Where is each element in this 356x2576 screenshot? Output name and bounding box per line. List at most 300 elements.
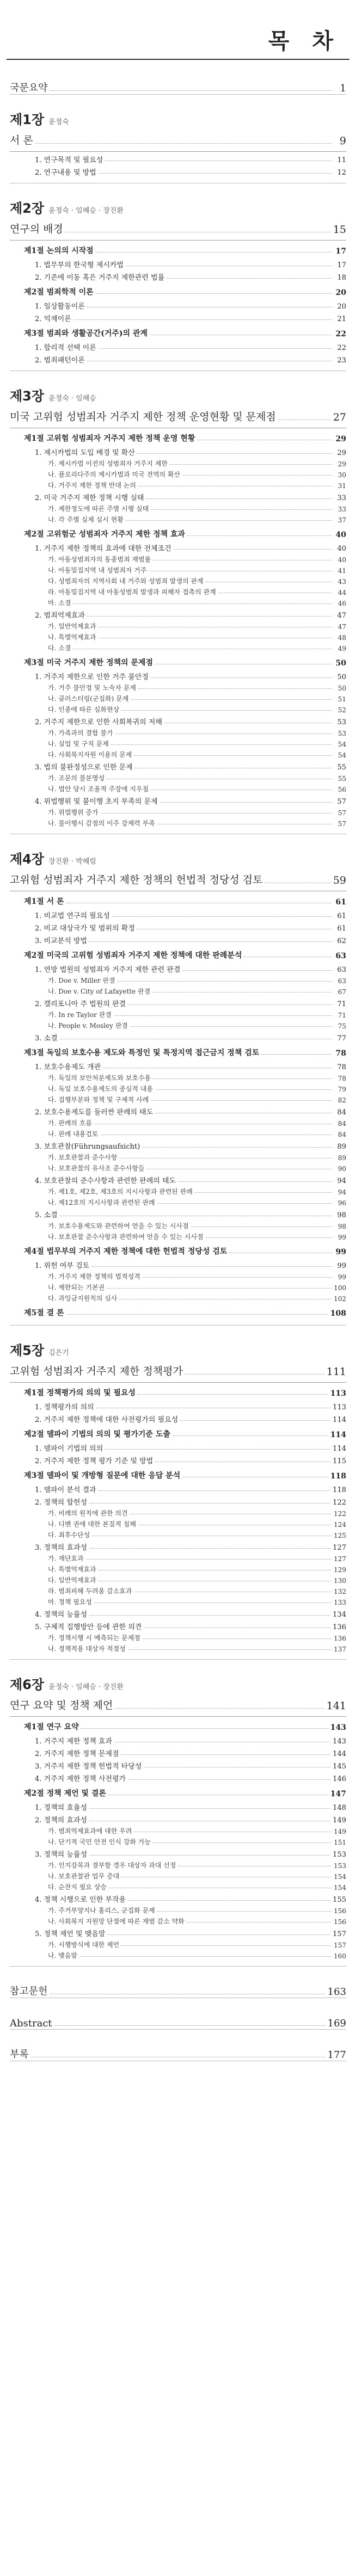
toc-subsection-page: 84 xyxy=(337,1108,346,1117)
toc-section-page: 29 xyxy=(335,435,346,443)
toc-section[interactable] xyxy=(10,323,346,340)
toc-item[interactable] xyxy=(10,1507,346,1518)
toc-subsection[interactable] xyxy=(10,1733,346,1746)
toc-item[interactable] xyxy=(10,1162,346,1173)
toc-subsection[interactable] xyxy=(10,1891,346,1904)
toc-front-entry[interactable] xyxy=(10,60,346,95)
toc-item[interactable] xyxy=(10,1196,346,1207)
toc-back-entry[interactable] xyxy=(10,1998,346,2030)
dot-leader xyxy=(89,941,332,942)
toc-subsection[interactable] xyxy=(10,1412,346,1424)
chapter-number-text: 제1장 xyxy=(10,112,45,127)
dot-leader xyxy=(167,278,332,279)
toc-item-page: 63 xyxy=(337,977,346,985)
toc-subsection-page: 61 xyxy=(337,912,346,920)
toc-item[interactable] xyxy=(10,1563,346,1574)
toc-item-label: 가. 가족과의 결합 불가 xyxy=(48,729,113,737)
toc-item-label: 다. 집행부분와 정책 및 구제적 사례 xyxy=(48,1096,149,1104)
toc-section-label: 제3절 미국 거주지 제한 정책의 문제점 xyxy=(24,658,153,667)
toc-section-label: 제1절 고위험 성범죄자 거주지 제한 정책 운영 현황 xyxy=(24,434,195,443)
chapter-title[interactable] xyxy=(10,1359,346,1383)
chapter-block xyxy=(10,192,346,371)
toc-item[interactable] xyxy=(10,1117,346,1127)
toc-item[interactable] xyxy=(10,1093,346,1104)
toc-section-page: 63 xyxy=(335,952,346,960)
toc-item[interactable] xyxy=(10,1127,346,1138)
toc-item[interactable] xyxy=(10,513,346,524)
toc-item[interactable] xyxy=(10,1825,346,1835)
toc-subsection-label: 1. 델파이 기법의 의의 xyxy=(35,1445,103,1453)
toc-subsection-page: 77 xyxy=(337,1034,346,1043)
dot-leader xyxy=(153,1842,332,1843)
toc-item-label: 나. 각 주별 실제 실시 현황 xyxy=(48,516,124,523)
chapter-number xyxy=(10,843,346,867)
toc-subsection-label: 3. 정책의 효과성 xyxy=(35,1544,88,1552)
dot-leader xyxy=(114,1015,332,1016)
toc-back-entry[interactable] xyxy=(10,2030,346,2061)
toc-section-page: 17 xyxy=(335,247,346,256)
toc-item[interactable] xyxy=(10,1082,346,1093)
toc-item-label: 나. 클러스터링(군집화) 문제 xyxy=(48,695,129,702)
toc-section[interactable] xyxy=(10,652,346,669)
dot-leader xyxy=(73,603,332,604)
toc-subsection[interactable] xyxy=(10,164,346,177)
toc-section-page: 22 xyxy=(335,330,346,338)
toc-item[interactable] xyxy=(10,1881,346,1891)
toc-subsection-page: 57 xyxy=(337,798,346,806)
chapter-title[interactable] xyxy=(10,1693,346,1717)
toc-subsection-label: 5. 소결 xyxy=(35,1211,58,1219)
toc-item[interactable] xyxy=(10,737,346,748)
toc-subsection[interactable] xyxy=(10,445,346,457)
toc-item-page: 29 xyxy=(337,460,346,468)
chapter-title[interactable] xyxy=(10,404,346,428)
chapter-author: 윤정숙 · 임혜승 xyxy=(48,395,96,403)
toc-item-label: 마. 소결 xyxy=(48,599,71,607)
toc-subsection[interactable] xyxy=(10,269,346,282)
toc-subsection-page: 29 xyxy=(337,449,346,457)
toc-item[interactable] xyxy=(10,1595,346,1606)
dot-leader xyxy=(50,90,332,91)
toc-subsection[interactable] xyxy=(10,1812,346,1825)
toc-section[interactable] xyxy=(10,282,346,298)
toc-section-label: 제1절 서 론 xyxy=(24,897,64,906)
toc-subsection-page: 78 xyxy=(337,1063,346,1071)
toc-subsection[interactable] xyxy=(10,1440,346,1453)
toc-item-label: 나. 제한되는 기본권 xyxy=(48,1284,105,1291)
toc-item[interactable] xyxy=(10,782,346,793)
toc-item-label: 가. 조문의 불분명성 xyxy=(48,774,105,782)
toc-subsection-page: 20 xyxy=(337,303,346,311)
toc-section-label: 제2절 범죄학적 이론 xyxy=(24,288,94,297)
toc-section[interactable] xyxy=(10,524,346,540)
toc-subsection-label: 1. 연구목적 및 필요성 xyxy=(35,156,103,164)
toc-section-page: 113 xyxy=(330,1389,346,1398)
dot-leader xyxy=(185,1374,324,1375)
toc-subsection-label: 1. 보호수용제도 개관 xyxy=(35,1063,101,1071)
toc-item[interactable] xyxy=(10,1631,346,1642)
toc-section-label: 제2절 정책 제언 및 결론 xyxy=(24,1789,106,1798)
toc-item[interactable] xyxy=(10,985,346,996)
toc-subsection-page: 149 xyxy=(333,1816,346,1825)
toc-item[interactable] xyxy=(10,575,346,586)
toc-item-label: 라. 범죄피해 두려움 감소효과 xyxy=(48,1587,132,1595)
toc-subsection-page: 99 xyxy=(337,1262,346,1270)
toc-section[interactable] xyxy=(10,1424,346,1440)
chapter-title-label: 고위험 성범죄자 거주지 제한 정책평가 xyxy=(10,1365,183,1377)
toc-subsection-page: 40 xyxy=(337,545,346,553)
toc-item-label: 나. 독일 보호수용제도의 중심적 내용 xyxy=(48,1085,153,1093)
chapter-number xyxy=(10,192,346,217)
chapter-author: 윤정숙 xyxy=(48,118,69,126)
toc-subsection-label: 3. 비교분석 방법 xyxy=(35,937,88,945)
toc-subsection[interactable] xyxy=(10,540,346,553)
toc-section[interactable] xyxy=(10,1383,346,1399)
toc-item[interactable] xyxy=(10,1585,346,1595)
toc-item-page: 129 xyxy=(334,1566,346,1574)
toc-item[interactable] xyxy=(10,1835,346,1846)
toc-item[interactable] xyxy=(10,1270,346,1281)
toc-subsection[interactable] xyxy=(10,920,346,933)
toc-item-page: 57 xyxy=(337,809,346,817)
toc-subsection-label: 3. 소결 xyxy=(35,1034,58,1043)
toc-item-label: 다. 거주지 제한 정책 반대 논의 xyxy=(48,482,136,489)
toc-subsection[interactable] xyxy=(10,1746,346,1758)
toc-item-label: 가. 제1호, 제2호, 제3호의 지시사항과 관련된 판례 xyxy=(48,1188,193,1195)
toc-subsection-page: 134 xyxy=(333,1611,346,1619)
chapter-block xyxy=(10,1668,346,1967)
toc-item-page: 40 xyxy=(337,556,346,564)
toc-item[interactable] xyxy=(10,817,346,828)
toc-item[interactable] xyxy=(10,1151,346,1162)
toc-item-page: 96 xyxy=(337,1199,346,1207)
toc-subsection[interactable] xyxy=(10,1619,346,1631)
toc-section-page: 118 xyxy=(330,1472,346,1481)
toc-subsection[interactable] xyxy=(10,996,346,1008)
chapter-title[interactable] xyxy=(10,217,346,241)
toc-item[interactable] xyxy=(10,681,346,692)
toc-section[interactable] xyxy=(10,1043,346,1059)
toc-subsection[interactable] xyxy=(10,962,346,974)
toc-section-page: 99 xyxy=(335,1248,346,1256)
toc-item-page: 54 xyxy=(337,751,346,759)
toc-item[interactable] xyxy=(10,1219,346,1230)
toc-item[interactable] xyxy=(10,1915,346,1926)
toc-subsection[interactable] xyxy=(10,793,346,806)
dot-leader xyxy=(128,1004,332,1005)
toc-subsection-page: 47 xyxy=(337,612,346,620)
toc-item-page: 154 xyxy=(334,1884,346,1891)
toc-subsection-page: 18 xyxy=(337,274,346,282)
toc-section-label: 제4절 법무부의 거주지 제한 정책에 대한 헌법적 정당성 검토 xyxy=(24,1247,228,1256)
toc-item[interactable] xyxy=(10,1938,346,1949)
dot-leader xyxy=(89,1808,330,1809)
toc-item[interactable] xyxy=(10,620,346,631)
chapter-number-text: 제5장 xyxy=(10,1343,45,1358)
toc-subsection[interactable] xyxy=(10,257,346,269)
toc-item[interactable] xyxy=(10,631,346,642)
dot-leader xyxy=(87,616,332,617)
toc-item-label: 나. 단기적 국민 안전 인식 강화 가능 xyxy=(48,1838,151,1846)
dot-leader xyxy=(86,1559,332,1560)
toc-subsection[interactable] xyxy=(10,759,346,772)
toc-item-label: 나. 보호관찰의 유사조 준수사항들 xyxy=(48,1164,145,1172)
toc-subsection-label: 1. 합리적 선택 이론 xyxy=(35,344,96,352)
toc-subsection-label: 1. 델파이 분석 결과 xyxy=(35,1486,96,1494)
toc-item-label: 가. 판례의 흐름 xyxy=(48,1119,92,1127)
toc-item-page: 127 xyxy=(334,1555,346,1563)
toc-item-page: 43 xyxy=(337,578,346,586)
chapter-number xyxy=(10,380,346,404)
toc-item[interactable] xyxy=(10,1230,346,1241)
toc-subsection-label: 1. 위헌 여부 검토 xyxy=(35,1262,90,1270)
dot-leader xyxy=(128,1779,330,1780)
toc-item-page: 49 xyxy=(337,645,346,652)
toc-item[interactable] xyxy=(10,1870,346,1881)
dot-leader xyxy=(121,1945,332,1946)
chapter-author: 김은기 xyxy=(48,1349,69,1357)
chapter-title-page: 9 xyxy=(339,135,346,147)
dot-leader xyxy=(178,1181,332,1182)
toc-subsection-label: 2. 정책의 합헌성 xyxy=(35,1499,88,1507)
toc-item-page: 153 xyxy=(334,1862,346,1870)
toc-item[interactable] xyxy=(10,1574,346,1585)
dot-leader xyxy=(173,1435,328,1436)
toc-item-label: 나. 사회복지 지원망 단절에 따른 재범 감소 약화 xyxy=(48,1918,185,1925)
dot-leader xyxy=(157,1911,332,1912)
chapter-title[interactable] xyxy=(10,128,346,152)
toc-subsection-page: 89 xyxy=(337,1143,346,1151)
toc-subsection-label: 4. 정책 시행으로 인한 부작용 xyxy=(35,1896,126,1904)
toc-header xyxy=(7,0,349,60)
toc-subsection-label: 3. 정책의 능률성 xyxy=(35,1851,88,1859)
toc-subsection[interactable] xyxy=(10,1482,346,1494)
toc-subsection[interactable] xyxy=(10,298,346,311)
toc-item-page: 136 xyxy=(334,1635,346,1642)
toc-subsection[interactable] xyxy=(10,1926,346,1938)
toc-subsection-label: 1. 일상활동이론 xyxy=(35,303,85,311)
toc-item[interactable] xyxy=(10,1185,346,1196)
toc-item[interactable] xyxy=(10,586,346,596)
dot-leader xyxy=(101,813,332,814)
toc-item-label: 가. 정책시행 시 예측되는 문제점 xyxy=(48,1634,140,1642)
toc-item-label: 나. 보호관찰 준수사항과 관련하여 얻을 수 있는 시사점 xyxy=(48,1233,204,1241)
toc-item-label: 나. 특별억제효과 xyxy=(48,633,96,641)
toc-subsection[interactable] xyxy=(10,1059,346,1071)
toc-item-label: 나. 정책적용 대상자 적절성 xyxy=(48,1645,126,1653)
toc-subsection[interactable] xyxy=(10,908,346,920)
toc-subsection[interactable] xyxy=(10,490,346,502)
toc-item[interactable] xyxy=(10,564,346,575)
toc-subsection[interactable] xyxy=(10,1453,346,1465)
toc-subsection[interactable] xyxy=(10,340,346,352)
chapter-number-text: 제4장 xyxy=(10,852,45,867)
toc-item[interactable] xyxy=(10,703,346,714)
toc-subsection-label: 2. 거주지 제한으로 인한 사회복귀의 저해 xyxy=(35,718,162,726)
toc-subsection[interactable] xyxy=(10,352,346,365)
toc-back-entry-page: 169 xyxy=(327,2018,346,2029)
toc-subsection-label: 1. 거주지 제한으로 인한 거주 불안정 xyxy=(35,673,149,681)
toc-subsection-label: 3. 거주지 제한 정책 헌법적 타당성 xyxy=(35,1762,142,1771)
toc-item-page: 53 xyxy=(337,730,346,737)
toc-item[interactable] xyxy=(10,1904,346,1915)
toc-subsection[interactable] xyxy=(10,1494,346,1507)
toc-item[interactable] xyxy=(10,1518,346,1529)
toc-item[interactable] xyxy=(10,1019,346,1030)
toc-item[interactable] xyxy=(10,974,346,985)
toc-subsection[interactable] xyxy=(10,1799,346,1812)
toc-item[interactable] xyxy=(10,553,346,564)
toc-subsection-label: 1. 거주지 제한 정책의 효과에 대한 전체조건 xyxy=(35,545,171,553)
toc-item-label: 나. 법안 당시 조율적 주장에 지우침 xyxy=(48,785,149,793)
toc-item[interactable] xyxy=(10,1292,346,1303)
toc-back-entry-page: 177 xyxy=(327,2049,346,2061)
toc-item-page: 98 xyxy=(337,1223,346,1230)
toc-section[interactable] xyxy=(10,1241,346,1258)
toc-subsection[interactable] xyxy=(10,1758,346,1771)
toc-back-entry-label: 부록 xyxy=(10,2049,29,2060)
dot-leader xyxy=(121,1754,331,1755)
toc-item[interactable] xyxy=(10,1071,346,1082)
toc-item-page: 47 xyxy=(337,623,346,631)
toc-subsection-page: 157 xyxy=(333,1930,346,1938)
toc-subsection[interactable] xyxy=(10,1846,346,1859)
dot-leader xyxy=(157,1203,332,1204)
toc-subsection-label: 1. 비교법 연구의 필요성 xyxy=(35,912,110,920)
toc-section[interactable] xyxy=(10,891,346,908)
toc-item[interactable] xyxy=(10,502,346,513)
toc-item[interactable] xyxy=(10,748,346,759)
toc-subsection[interactable] xyxy=(10,1138,346,1151)
toc-subsection[interactable] xyxy=(10,1399,346,1412)
toc-section[interactable] xyxy=(10,1303,346,1319)
toc-section[interactable] xyxy=(10,1465,346,1482)
toc-item-label: 나. 실업 및 구직 문제 xyxy=(48,740,109,748)
dot-leader xyxy=(107,1288,332,1289)
toc-section[interactable] xyxy=(10,241,346,257)
toc-section-page: 50 xyxy=(335,659,346,668)
toc-item-page: 30 xyxy=(337,471,346,479)
toc-item[interactable] xyxy=(10,806,346,817)
toc-item-page: 89 xyxy=(337,1154,346,1162)
toc-item[interactable] xyxy=(10,1949,346,1960)
toc-section-label: 제2절 고위험군 성범죄자 거주지 제한 정책 효과 xyxy=(24,530,185,539)
toc-subsection[interactable] xyxy=(10,607,346,620)
toc-subsection[interactable] xyxy=(10,311,346,323)
toc-item[interactable] xyxy=(10,596,346,607)
toc-item[interactable] xyxy=(10,642,346,652)
toc-item-label: 가. 주거부양지나 홈리스, 군집화 문제 xyxy=(48,1907,155,1914)
toc-item[interactable] xyxy=(10,1642,346,1653)
toc-item[interactable] xyxy=(10,692,346,703)
toc-item[interactable] xyxy=(10,1008,346,1019)
dot-leader xyxy=(261,1054,332,1055)
toc-item-label: 다. 성범죄자의 지역사회 내 거주와 성범죄 발생의 관계 xyxy=(48,577,204,585)
toc-item-page: 56 xyxy=(337,786,346,793)
dot-leader xyxy=(130,1026,332,1027)
toc-subsection[interactable] xyxy=(10,1606,346,1619)
toc-item[interactable] xyxy=(10,457,346,468)
toc-item-page: 157 xyxy=(334,1942,346,1949)
dot-leader xyxy=(143,1277,332,1278)
toc-section[interactable] xyxy=(10,945,346,962)
toc-list xyxy=(0,60,356,2061)
toc-front-entry-label: 국문요약 xyxy=(10,82,48,94)
toc-section-label: 제1절 연구 요약 xyxy=(24,1723,79,1731)
toc-item-label: 다. 사회복지자원 이용의 문제 xyxy=(48,751,132,759)
toc-section[interactable] xyxy=(10,428,346,445)
toc-subsection-label: 2. 범죄억제효과 xyxy=(35,612,85,620)
chapter-number xyxy=(10,1334,346,1359)
dot-leader xyxy=(35,143,332,144)
toc-subsection[interactable] xyxy=(10,1771,346,1783)
toc-item-page: 154 xyxy=(334,1873,346,1881)
toc-subsection[interactable] xyxy=(10,714,346,726)
chapter-divider xyxy=(10,1319,346,1326)
toc-item[interactable] xyxy=(10,479,346,490)
toc-item[interactable] xyxy=(10,772,346,782)
dot-leader xyxy=(180,1420,330,1421)
toc-item-label: 가. 재단효과 xyxy=(48,1555,84,1562)
toc-subsection[interactable] xyxy=(10,1173,346,1185)
toc-subsection-label: 4. 보호관찰의 준수사항과 관련한 판례의 태도 xyxy=(35,1177,176,1185)
toc-front-entry-page: 1 xyxy=(340,83,346,94)
toc-item-page: 99 xyxy=(337,1273,346,1281)
toc-subsection-page: 146 xyxy=(333,1775,346,1783)
toc-subsection-label: 1. 거주지 제한 정책 효과 xyxy=(35,1737,112,1746)
dot-leader xyxy=(121,710,332,711)
toc-subsection[interactable] xyxy=(10,152,346,164)
chapter-title[interactable] xyxy=(10,867,346,891)
toc-subsection-label: 3. 법의 불완정성으로 인한 문제 xyxy=(35,763,133,772)
toc-item-page: 79 xyxy=(337,1086,346,1093)
toc-back-entry[interactable] xyxy=(10,1967,346,1998)
toc-subsection-label: 2. 거주지 제한 정책 문제점 xyxy=(35,1750,119,1758)
dot-leader xyxy=(138,1394,328,1395)
toc-item[interactable] xyxy=(10,726,346,737)
toc-item-page: 51 xyxy=(337,695,346,703)
toc-item[interactable] xyxy=(10,1529,346,1539)
toc-subsection[interactable] xyxy=(10,1030,346,1043)
toc-section[interactable] xyxy=(10,1783,346,1799)
toc-subsection[interactable] xyxy=(10,669,346,681)
toc-item-page: 41 xyxy=(337,567,346,575)
toc-subsection[interactable] xyxy=(10,1104,346,1117)
toc-section-label: 제3절 델파이 및 개방형 질문에 대한 응답 분석 xyxy=(24,1471,181,1480)
toc-subsection-label: 1. 법무부의 한국형 제시카법 xyxy=(35,261,124,269)
toc-section[interactable] xyxy=(10,1717,346,1733)
toc-section-label: 제3절 독일의 보호수용 제도와 특정인 및 특정지역 접근금지 정책 검토 xyxy=(24,1049,260,1057)
toc-subsection[interactable] xyxy=(10,1539,346,1552)
toc-item-page: 84 xyxy=(337,1120,346,1127)
toc-item-label: 나. 제12호의 지시사항과 관련된 판례 xyxy=(48,1199,155,1206)
toc-item[interactable] xyxy=(10,1552,346,1563)
toc-item[interactable] xyxy=(10,1281,346,1292)
dot-leader xyxy=(142,1147,332,1148)
toc-item[interactable] xyxy=(10,1859,346,1870)
toc-back-entry-label: 참고문헌 xyxy=(10,1986,48,1997)
toc-item[interactable] xyxy=(10,468,346,479)
toc-subsection[interactable] xyxy=(10,1258,346,1270)
chapter-title-page: 141 xyxy=(326,1700,346,1712)
toc-item-page: 84 xyxy=(337,1131,346,1138)
toc-subsection[interactable] xyxy=(10,933,346,945)
toc-section-page: 78 xyxy=(335,1049,346,1058)
toc-subsection-label: 2. 범죄패턴이론 xyxy=(35,356,85,365)
dot-leader xyxy=(152,992,332,993)
toc-section-label: 제5절 결 론 xyxy=(24,1309,64,1317)
toc-subsection[interactable] xyxy=(10,1207,346,1219)
